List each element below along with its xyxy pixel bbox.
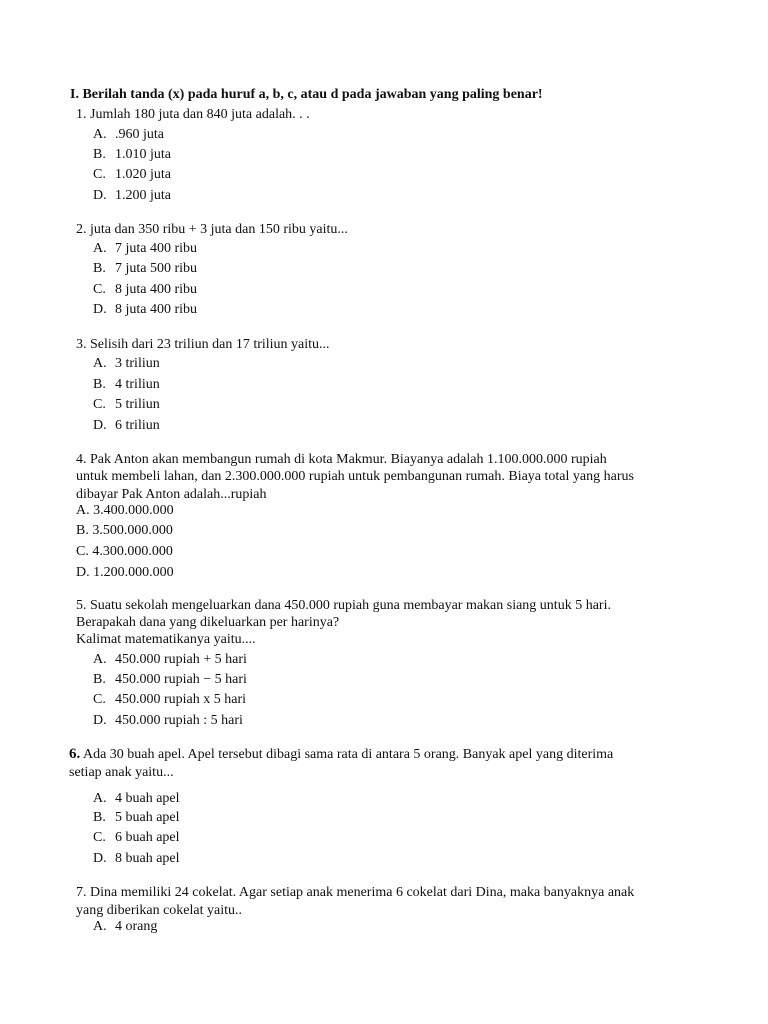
option-text: 5 triliun — [115, 397, 160, 412]
option-text: .960 juta — [115, 127, 164, 142]
option-letter: D. — [93, 851, 107, 866]
option-c[interactable] — [93, 691, 246, 708]
question-text: yang diberikan cokelat yaitu.. — [76, 903, 242, 918]
option-text: 4 orang — [115, 919, 158, 934]
option-text: 3 triliun — [115, 356, 160, 371]
question-text: untuk membeli lahan, dan 2.300.000.000 rupiah untuk pembangunan rumah. Biaya total yang harus — [76, 469, 634, 484]
option-letter: C. — [93, 282, 106, 297]
option-letter: B. — [76, 523, 89, 538]
option-letter: C. — [93, 167, 106, 182]
option-c[interactable] — [93, 396, 160, 413]
option-d[interactable] — [93, 850, 180, 867]
option-text: 1.010 juta — [115, 147, 171, 162]
option-letter: D. — [93, 188, 107, 203]
option-b[interactable] — [93, 146, 171, 163]
option-a[interactable] — [93, 126, 164, 143]
option-letter: D. — [76, 565, 90, 580]
option-b[interactable] — [93, 260, 197, 277]
option-text: 1.200 juta — [115, 188, 171, 203]
option-text: 6 buah apel — [115, 830, 180, 845]
option-a[interactable] — [76, 502, 174, 519]
option-letter: C. — [93, 692, 106, 707]
option-b[interactable] — [93, 809, 180, 826]
option-c[interactable] — [93, 166, 171, 183]
option-text: 6 triliun — [115, 418, 160, 433]
option-text: 450.000 rupiah : 5 hari — [115, 713, 243, 728]
option-letter: A. — [93, 241, 107, 256]
option-a[interactable] — [93, 355, 160, 372]
option-text: 1.020 juta — [115, 167, 171, 182]
option-a[interactable] — [93, 918, 157, 935]
option-d[interactable] — [93, 301, 197, 318]
instruction-heading: I. Berilah tanda (x) pada huruf a, b, c, atau d pada jawaban yang paling benar! — [70, 87, 543, 102]
question-text: 7. Dina memiliki 24 cokelat. Agar setiap anak menerima 6 cokelat dari Dina, maka banyaknya anak — [76, 885, 635, 900]
option-letter: B. — [93, 672, 106, 687]
question-text: 3. Selisih dari 23 triliun dan 17 triliun yaitu... — [76, 337, 330, 352]
option-text: 450.000 rupiah + 5 hari — [115, 652, 247, 667]
option-d[interactable] — [93, 187, 171, 204]
option-text: 7 juta 400 ribu — [115, 241, 198, 256]
option-c[interactable] — [93, 281, 197, 298]
option-text: 1.200.000.000 — [93, 565, 174, 580]
option-text: 4.300.000.000 — [92, 544, 173, 559]
option-text: 3.400.000.000 — [93, 503, 174, 518]
option-d[interactable] — [93, 712, 243, 729]
option-letter: C. — [93, 397, 106, 412]
option-letter: D. — [93, 713, 107, 728]
question-text: Kalimat matematikanya yaitu.... — [76, 632, 256, 647]
question-text: setiap anak yaitu... — [69, 765, 174, 780]
question-text: 4. Pak Anton akan membangun rumah di kota Makmur. Biayanya adalah 1.100.000.000 rupiah — [76, 452, 607, 467]
question-text: 5. Suatu sekolah mengeluarkan dana 450.000 rupiah guna membayar makan siang untuk 5 hari. — [76, 598, 611, 613]
option-text: 8 buah apel — [115, 851, 180, 866]
option-d[interactable] — [76, 564, 174, 581]
option-d[interactable] — [93, 417, 160, 434]
question-number: 6. — [69, 746, 81, 762]
option-a[interactable] — [93, 790, 180, 807]
question-text-first-line: Ada 30 buah apel. Apel tersebut dibagi sama rata di antara 5 orang. Banyak apel yang diterima — [80, 747, 614, 762]
option-text: 450.000 rupiah − 5 hari — [115, 672, 247, 687]
option-letter: D. — [93, 418, 107, 433]
option-a[interactable] — [93, 240, 197, 257]
option-letter: A. — [76, 503, 90, 518]
option-text: 8 juta 400 ribu — [115, 282, 198, 297]
option-c[interactable] — [93, 829, 180, 846]
option-letter: B. — [93, 810, 106, 825]
option-letter: B. — [93, 147, 106, 162]
option-b[interactable] — [93, 376, 160, 393]
question-text: 2. juta dan 350 ribu + 3 juta dan 150 ribu yaitu... — [76, 222, 348, 237]
option-letter: A. — [93, 127, 107, 142]
option-letter: A. — [93, 919, 107, 934]
option-text: 4 buah apel — [115, 791, 180, 806]
question-text: dibayar Pak Anton adalah...rupiah — [76, 487, 267, 502]
option-b[interactable] — [93, 671, 247, 688]
question-text: Berapakah dana yang dikeluarkan per harinya? — [76, 615, 340, 630]
question-text — [69, 746, 613, 763]
option-c[interactable] — [76, 543, 173, 560]
option-letter: A. — [93, 356, 107, 371]
option-letter: C. — [76, 544, 89, 559]
option-text: 450.000 rupiah x 5 hari — [115, 692, 247, 707]
option-letter: A. — [93, 652, 107, 667]
option-text: 5 buah apel — [115, 810, 180, 825]
option-a[interactable] — [93, 651, 247, 668]
option-text: 3.500.000.000 — [92, 523, 173, 538]
question-text: 1. Jumlah 180 juta dan 840 juta adalah. . . — [76, 107, 310, 122]
option-letter: C. — [93, 830, 106, 845]
option-letter: A. — [93, 791, 107, 806]
option-letter: D. — [93, 302, 107, 317]
option-b[interactable] — [76, 522, 173, 539]
option-letter: B. — [93, 261, 106, 276]
option-text: 7 juta 500 ribu — [115, 261, 198, 276]
option-text: 8 juta 400 ribu — [115, 302, 198, 317]
option-letter: B. — [93, 377, 106, 392]
option-text: 4 triliun — [115, 377, 160, 392]
